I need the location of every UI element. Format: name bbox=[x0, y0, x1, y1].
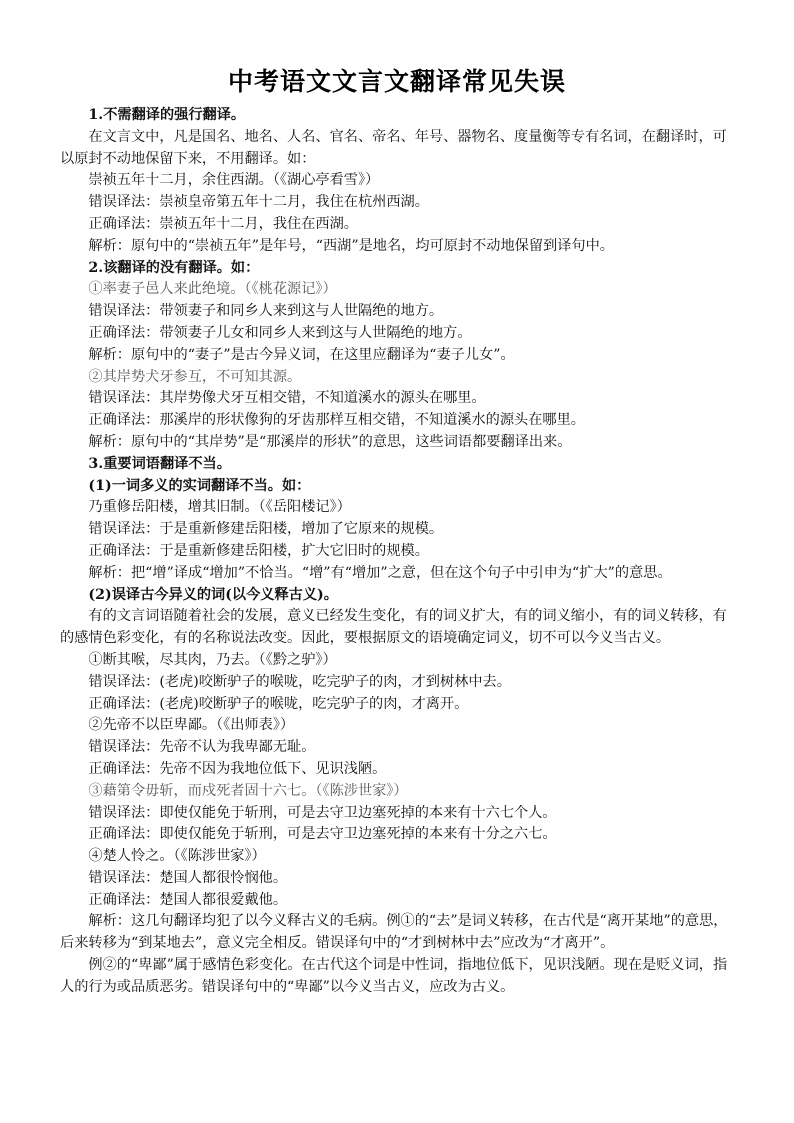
subheading-3-2: (2)误译古今异义的词(以今义释古义)。 bbox=[88, 586, 338, 603]
wrong-translation: 错误译法：先帝不认为我卑鄙无耻。 bbox=[88, 739, 316, 756]
example-sentence: 乃重修岳阳楼，增其旧制。（《岳阳楼记》） bbox=[88, 499, 351, 516]
analysis: 解析：把“增”译成“增加”不恰当。“增”有“增加”之意，但在这个句子中引申为“扩大”的意思。 bbox=[88, 564, 672, 581]
analysis: 例②的“卑鄙”属于感情色彩变化。在古代这个词是中性词，指地位低下，见识浅陋。现在是贬义词，指人的行为或品质恶劣。错误译句中的“卑鄙”以今义当古义，应改为古义。 bbox=[60, 957, 728, 995]
document-title: 中考语文文言文翻译常见失误 bbox=[227, 67, 566, 96]
correct-translation: 正确译法：(老虎)咬断驴子的喉咙，吃完驴子的肉，才离开。 bbox=[88, 695, 469, 712]
analysis: 解析：原句中的“其岸势”是“那溪岸的形状”的意思，这些词语都要翻译出来。 bbox=[88, 433, 572, 450]
correct-translation: 正确译法：即使仅能免于斩刑，可是去守卫边塞死掉的本来有十分之六七。 bbox=[88, 826, 557, 843]
example-sentence: ①断其喉，尽其肉，乃去。（《黔之驴》） bbox=[88, 651, 337, 668]
wrong-translation: 错误译法：其岸势像犬牙互相交错，不知道溪水的源头在哪里。 bbox=[88, 390, 486, 407]
wrong-translation: 错误译法：于是重新修建岳阳楼，增加了它原来的规模。 bbox=[88, 521, 444, 538]
correct-translation: 正确译法：于是重新修建岳阳楼，扩大它旧时的规模。 bbox=[88, 542, 429, 559]
wrong-translation: 错误译法：即使仅能免于斩刑，可是去守卫边塞死掉的本来有十六七个人。 bbox=[88, 804, 557, 821]
example-sentence: ④楚人怜之。（《陈涉世家》） bbox=[88, 848, 266, 865]
correct-translation: 正确译法：崇祯五年十二月，我住在西湖。 bbox=[88, 215, 358, 232]
correct-translation: 正确译法：先帝不因为我地位低下、见识浅陋。 bbox=[88, 760, 387, 777]
heading-2: 2.该翻译的没有翻译。如： bbox=[88, 259, 260, 276]
analysis: 解析：这几句翻译均犯了以今义释古义的毛病。例①的“去”是词义转移，在古代是“离开某地”的意思，后来转移为“到某地去”，意义完全相反。错误译句中的“才到树林中去”应改为“才离开”。 bbox=[60, 913, 728, 952]
document-page bbox=[60, 62, 734, 999]
example-sentence: ①率妻子邑人来此绝境。（《桃花源记》） bbox=[88, 281, 337, 298]
analysis: 解析：原句中的“崇祯五年”是年号，“西湖”是地名，均可原封不动地保留到译句中。 bbox=[88, 237, 614, 254]
example-sentence: ③藉第令毋斩，而戍死者固十六七。（《陈涉世家》） bbox=[88, 782, 408, 799]
example-sentence: 崇祯五年十二月，余住西湖。（《湖心亭看雪》） bbox=[88, 172, 380, 189]
wrong-translation: 错误译法：带领妻子和同乡人来到这与人世隔绝的地方。 bbox=[88, 303, 444, 320]
example-sentence: ②其岸势犬牙参互，不可知其源。 bbox=[88, 368, 302, 385]
correct-translation: 正确译法：带领妻子儿女和同乡人来到这与人世隔绝的地方。 bbox=[88, 324, 472, 341]
wrong-translation: 错误译法：崇祯皇帝第五年十二月，我住在杭州西湖。 bbox=[88, 194, 429, 211]
heading-3: 3.重要词语翻译不当。 bbox=[88, 455, 231, 472]
wrong-translation: 错误译法：楚国人都很怜悯他。 bbox=[88, 869, 288, 886]
example-sentence: ②先帝不以臣卑鄙。（《出师表》） bbox=[88, 717, 295, 734]
paragraph: 有的文言词语随着社会的发展，意义已经发生变化，有的词义扩大，有的词义缩小，有的词义转移，有的感情色彩变化，有的名称说法改变。因此，要根据原文的语境确定词义，切不可以今义当古义。 bbox=[60, 608, 727, 647]
correct-translation: 正确译法：那溪岸的形状像狗的牙齿那样互相交错，不知道溪水的源头在哪里。 bbox=[88, 412, 585, 429]
paragraph: 在文言文中，凡是国名、地名、人名、官名、帝名、年号、器物名、度量衡等专有名词，在翻译时，可以原封不动地保留下来，不用翻译。如： bbox=[60, 128, 727, 167]
analysis: 解析：原句中的“妻子”是古今异义词，在这里应翻译为“妻子儿女”。 bbox=[88, 346, 515, 363]
wrong-translation: 错误译法：(老虎)咬断驴子的喉咙，吃完驴子的肉，才到树林中去。 bbox=[88, 673, 511, 690]
heading-1: 1.不需翻译的强行翻译。 bbox=[88, 107, 246, 123]
correct-translation: 正确译法：楚国人都很爱戴他。 bbox=[88, 891, 288, 908]
subheading-3-1: (1)一词多义的实词翻译不当。如： bbox=[88, 477, 311, 494]
